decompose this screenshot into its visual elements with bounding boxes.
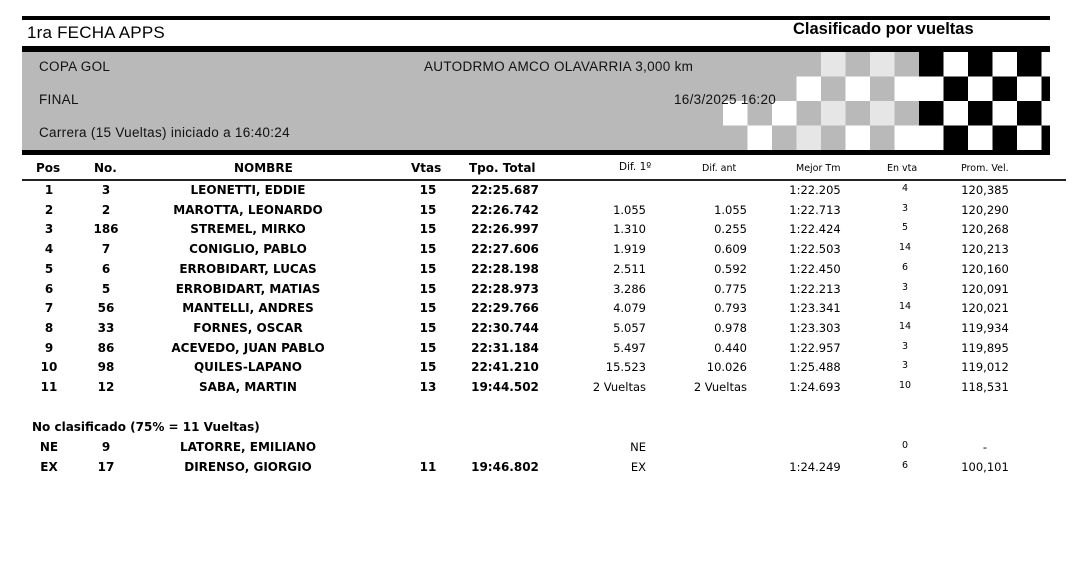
cell-car-number: 5: [101, 281, 111, 296]
cell-avg-speed: 120,021: [961, 301, 1009, 316]
table-row: [0, 321, 1080, 340]
cell-on-lap: 3: [901, 202, 909, 214]
race-info: Carrera (15 Vueltas) iniciado a 16:40:24: [39, 125, 290, 140]
cell-pos: 6: [44, 281, 54, 296]
cell-car-number: 186: [93, 222, 119, 237]
table-row: [0, 183, 1080, 202]
cell-driver-name: MANTELLI, ANDRES: [182, 301, 314, 316]
cell-on-lap: 0: [901, 440, 909, 451]
cell-pos: 2: [44, 202, 54, 217]
cell-avg-speed: 119,895: [961, 340, 1009, 355]
cell-best-lap: 1:22.424: [789, 222, 841, 237]
cell-avg-speed: 119,012: [961, 360, 1009, 375]
cell-avg-speed: -: [982, 440, 988, 454]
cell-driver-name: STREMEL, MIRKO: [190, 222, 306, 237]
cell-best-lap: 1:24.249: [789, 460, 841, 474]
cell-avg-speed: 120,213: [961, 242, 1009, 257]
table-row: [0, 262, 1080, 281]
cell-pos: 10: [40, 360, 58, 375]
table-row: [0, 341, 1080, 360]
header-name: NOMBRE: [234, 161, 293, 175]
cell-dif-prev: 0.609: [714, 242, 747, 257]
cell-laps: 15: [419, 202, 437, 217]
cell-pos: 3: [44, 222, 54, 237]
cell-total-time: 22:41.210: [471, 360, 539, 375]
cell-avg-speed: 119,934: [961, 320, 1009, 335]
cell-dif-prev: 0.592: [714, 261, 747, 276]
cell-avg-speed: 120,385: [961, 183, 1009, 197]
cell-laps: 15: [419, 261, 437, 276]
cell-dif-prev: 1.055: [714, 202, 747, 217]
cell-best-lap: 1:25.488: [789, 360, 841, 375]
table-row: [0, 440, 1080, 459]
cell-dif-first: 5.057: [613, 320, 646, 335]
cell-total-time: 22:29.766: [471, 301, 539, 316]
cell-total-time: 22:26.742: [471, 202, 539, 217]
event-category: COPA GOL: [39, 59, 111, 74]
cell-dif-prev: 0.255: [714, 222, 747, 237]
cell-dif-prev: 0.440: [714, 340, 747, 355]
cell-on-lap: 3: [901, 360, 909, 372]
cell-on-lap: 3: [901, 281, 909, 293]
cell-laps: 15: [419, 242, 437, 257]
cell-pos: 5: [44, 261, 54, 276]
cell-driver-name: QUILES-LAPANO: [193, 360, 303, 375]
cell-driver-name: FORNES, OSCAR: [193, 320, 303, 335]
event-info-panel: [22, 52, 1050, 150]
cell-dif-first: 1.055: [613, 202, 646, 217]
cell-dif-first: 3.286: [613, 281, 646, 296]
document-title: 1ra FECHA APPS: [27, 23, 165, 42]
cell-pos: 1: [44, 183, 54, 197]
cell-dif-first: 5.497: [613, 340, 646, 355]
cell-laps: 15: [419, 183, 437, 197]
cell-avg-speed: 120,268: [961, 222, 1009, 237]
cell-pos: 8: [44, 320, 54, 335]
cell-dif-first: 15.523: [605, 360, 646, 375]
cell-on-lap: 14: [898, 320, 912, 332]
table-row: [0, 222, 1080, 241]
cell-driver-name: SABA, MARTIN: [199, 380, 297, 394]
cell-total-time: 22:27.606: [471, 242, 539, 257]
cell-laps: 15: [419, 281, 437, 296]
cell-driver-name: MAROTTA, LEONARDO: [173, 202, 323, 217]
cell-dif-first: 2 Vueltas: [592, 380, 646, 394]
cell-best-lap: 1:23.303: [789, 320, 841, 335]
cell-on-lap: 4: [901, 183, 909, 194]
cell-pos: 9: [44, 340, 54, 355]
header-avg-speed: Prom. Vel.: [961, 163, 1009, 174]
cell-laps: 11: [419, 460, 437, 474]
cell-on-lap: 14: [898, 242, 912, 254]
cell-total-time: 22:30.744: [471, 320, 539, 335]
cell-on-lap: 5: [901, 222, 909, 234]
cell-laps: 15: [419, 222, 437, 237]
cell-pos: 4: [44, 242, 54, 257]
cell-driver-name: ERROBIDART, LUCAS: [179, 261, 317, 276]
cell-dif-first: 1.919: [613, 242, 646, 257]
table-row: [0, 460, 1080, 479]
cell-on-lap: 6: [901, 460, 909, 471]
cell-best-lap: 1:22.213: [789, 281, 841, 296]
cell-best-lap: 1:22.713: [789, 202, 841, 217]
cell-dif-prev: 0.775: [714, 281, 747, 296]
cell-laps: 15: [419, 360, 437, 375]
table-row: [0, 242, 1080, 261]
cell-total-time: 22:28.973: [471, 281, 539, 296]
cell-car-number: 7: [101, 242, 111, 257]
cell-dif-prev: 10.026: [706, 360, 747, 375]
cell-car-number: 86: [97, 340, 115, 355]
cell-dif-first: NE: [630, 440, 646, 454]
table-row: [0, 380, 1080, 399]
cell-avg-speed: 120,091: [961, 281, 1009, 296]
cell-best-lap: 1:23.341: [789, 301, 841, 316]
cell-car-number: 2: [101, 202, 111, 217]
cell-best-lap: 1:24.693: [789, 380, 841, 394]
cell-best-lap: 1:22.450: [789, 261, 841, 276]
cell-driver-name: CONIGLIO, PABLO: [189, 242, 307, 257]
cell-dif-prev: 2 Vueltas: [693, 380, 747, 394]
header-best-lap: Mejor Tm: [796, 163, 841, 174]
cell-pos: 11: [40, 380, 58, 394]
cell-driver-name: ACEVEDO, JUAN PABLO: [171, 340, 325, 355]
table-row: [0, 301, 1080, 320]
event-circuit: AUTODRMO AMCO OLAVARRIA 3,000 km: [424, 59, 694, 74]
header-pos: Pos: [36, 161, 61, 175]
cell-laps: 15: [419, 340, 437, 355]
cell-on-lap: 6: [901, 261, 909, 273]
header-no: No.: [94, 161, 117, 175]
cell-pos: NE: [39, 440, 59, 454]
event-datetime: 16/3/2025 16:20: [674, 92, 777, 107]
cell-dif-first: 2.511: [613, 261, 646, 276]
cell-pos: EX: [40, 460, 58, 474]
cell-driver-name: DIRENSO, GIORGIO: [184, 460, 312, 474]
cell-car-number: 17: [97, 460, 115, 474]
cell-best-lap: 1:22.957: [789, 340, 841, 355]
classification-title: Clasificado por vueltas: [793, 20, 974, 38]
cell-total-time: 22:28.198: [471, 261, 539, 276]
not-classified-title: No clasificado (75% = 11 Vueltas): [32, 420, 260, 434]
cell-avg-speed: 120,290: [961, 202, 1009, 217]
cell-total-time: 22:26.997: [471, 222, 539, 237]
cell-driver-name: LATORRE, EMILIANO: [179, 440, 317, 454]
cell-dif-first: EX: [630, 460, 646, 474]
cell-dif-first: 4.079: [613, 301, 646, 316]
cell-car-number: 12: [97, 380, 115, 394]
cell-avg-speed: 118,531: [961, 380, 1009, 394]
header-on-lap: En vta: [887, 163, 918, 174]
cell-laps: 15: [419, 320, 437, 335]
table-row: [0, 360, 1080, 379]
cell-laps: 13: [419, 380, 437, 394]
header-dif-first: Dif. 1º: [619, 161, 652, 173]
header-band-bottom: [22, 150, 1050, 155]
cell-driver-name: LEONETTI, EDDIE: [190, 183, 306, 197]
cell-total-time: 19:44.502: [471, 380, 539, 394]
cell-car-number: 56: [97, 301, 115, 316]
header-laps: Vtas: [411, 161, 442, 175]
table-row: [0, 282, 1080, 301]
cell-on-lap: 14: [898, 301, 912, 313]
cell-car-number: 3: [101, 183, 111, 197]
cell-avg-speed: 100,101: [961, 460, 1009, 474]
cell-car-number: 9: [101, 440, 111, 454]
cell-best-lap: 1:22.503: [789, 242, 841, 257]
header-dif-prev: Dif. ant: [702, 163, 737, 174]
cell-dif-prev: 0.978: [714, 320, 747, 335]
header-total-time: Tpo. Total: [469, 161, 536, 175]
cell-total-time: 22:31.184: [471, 340, 539, 355]
cell-car-number: 98: [97, 360, 115, 375]
cell-car-number: 33: [97, 320, 115, 335]
cell-total-time: 19:46.802: [471, 460, 539, 474]
event-session: FINAL: [39, 92, 79, 107]
cell-on-lap: 3: [901, 340, 909, 352]
cell-best-lap: 1:22.205: [789, 183, 841, 197]
cell-pos: 7: [44, 301, 54, 316]
cell-dif-first: 1.310: [613, 222, 646, 237]
cell-car-number: 6: [101, 261, 111, 276]
cell-driver-name: ERROBIDART, MATIAS: [175, 281, 321, 296]
cell-avg-speed: 120,160: [961, 261, 1009, 276]
cell-on-lap: 10: [898, 380, 912, 391]
cell-total-time: 22:25.687: [471, 183, 539, 197]
cell-laps: 15: [419, 301, 437, 316]
table-row: [0, 203, 1080, 222]
cell-dif-prev: 0.793: [714, 301, 747, 316]
header-underline: [22, 179, 1066, 181]
